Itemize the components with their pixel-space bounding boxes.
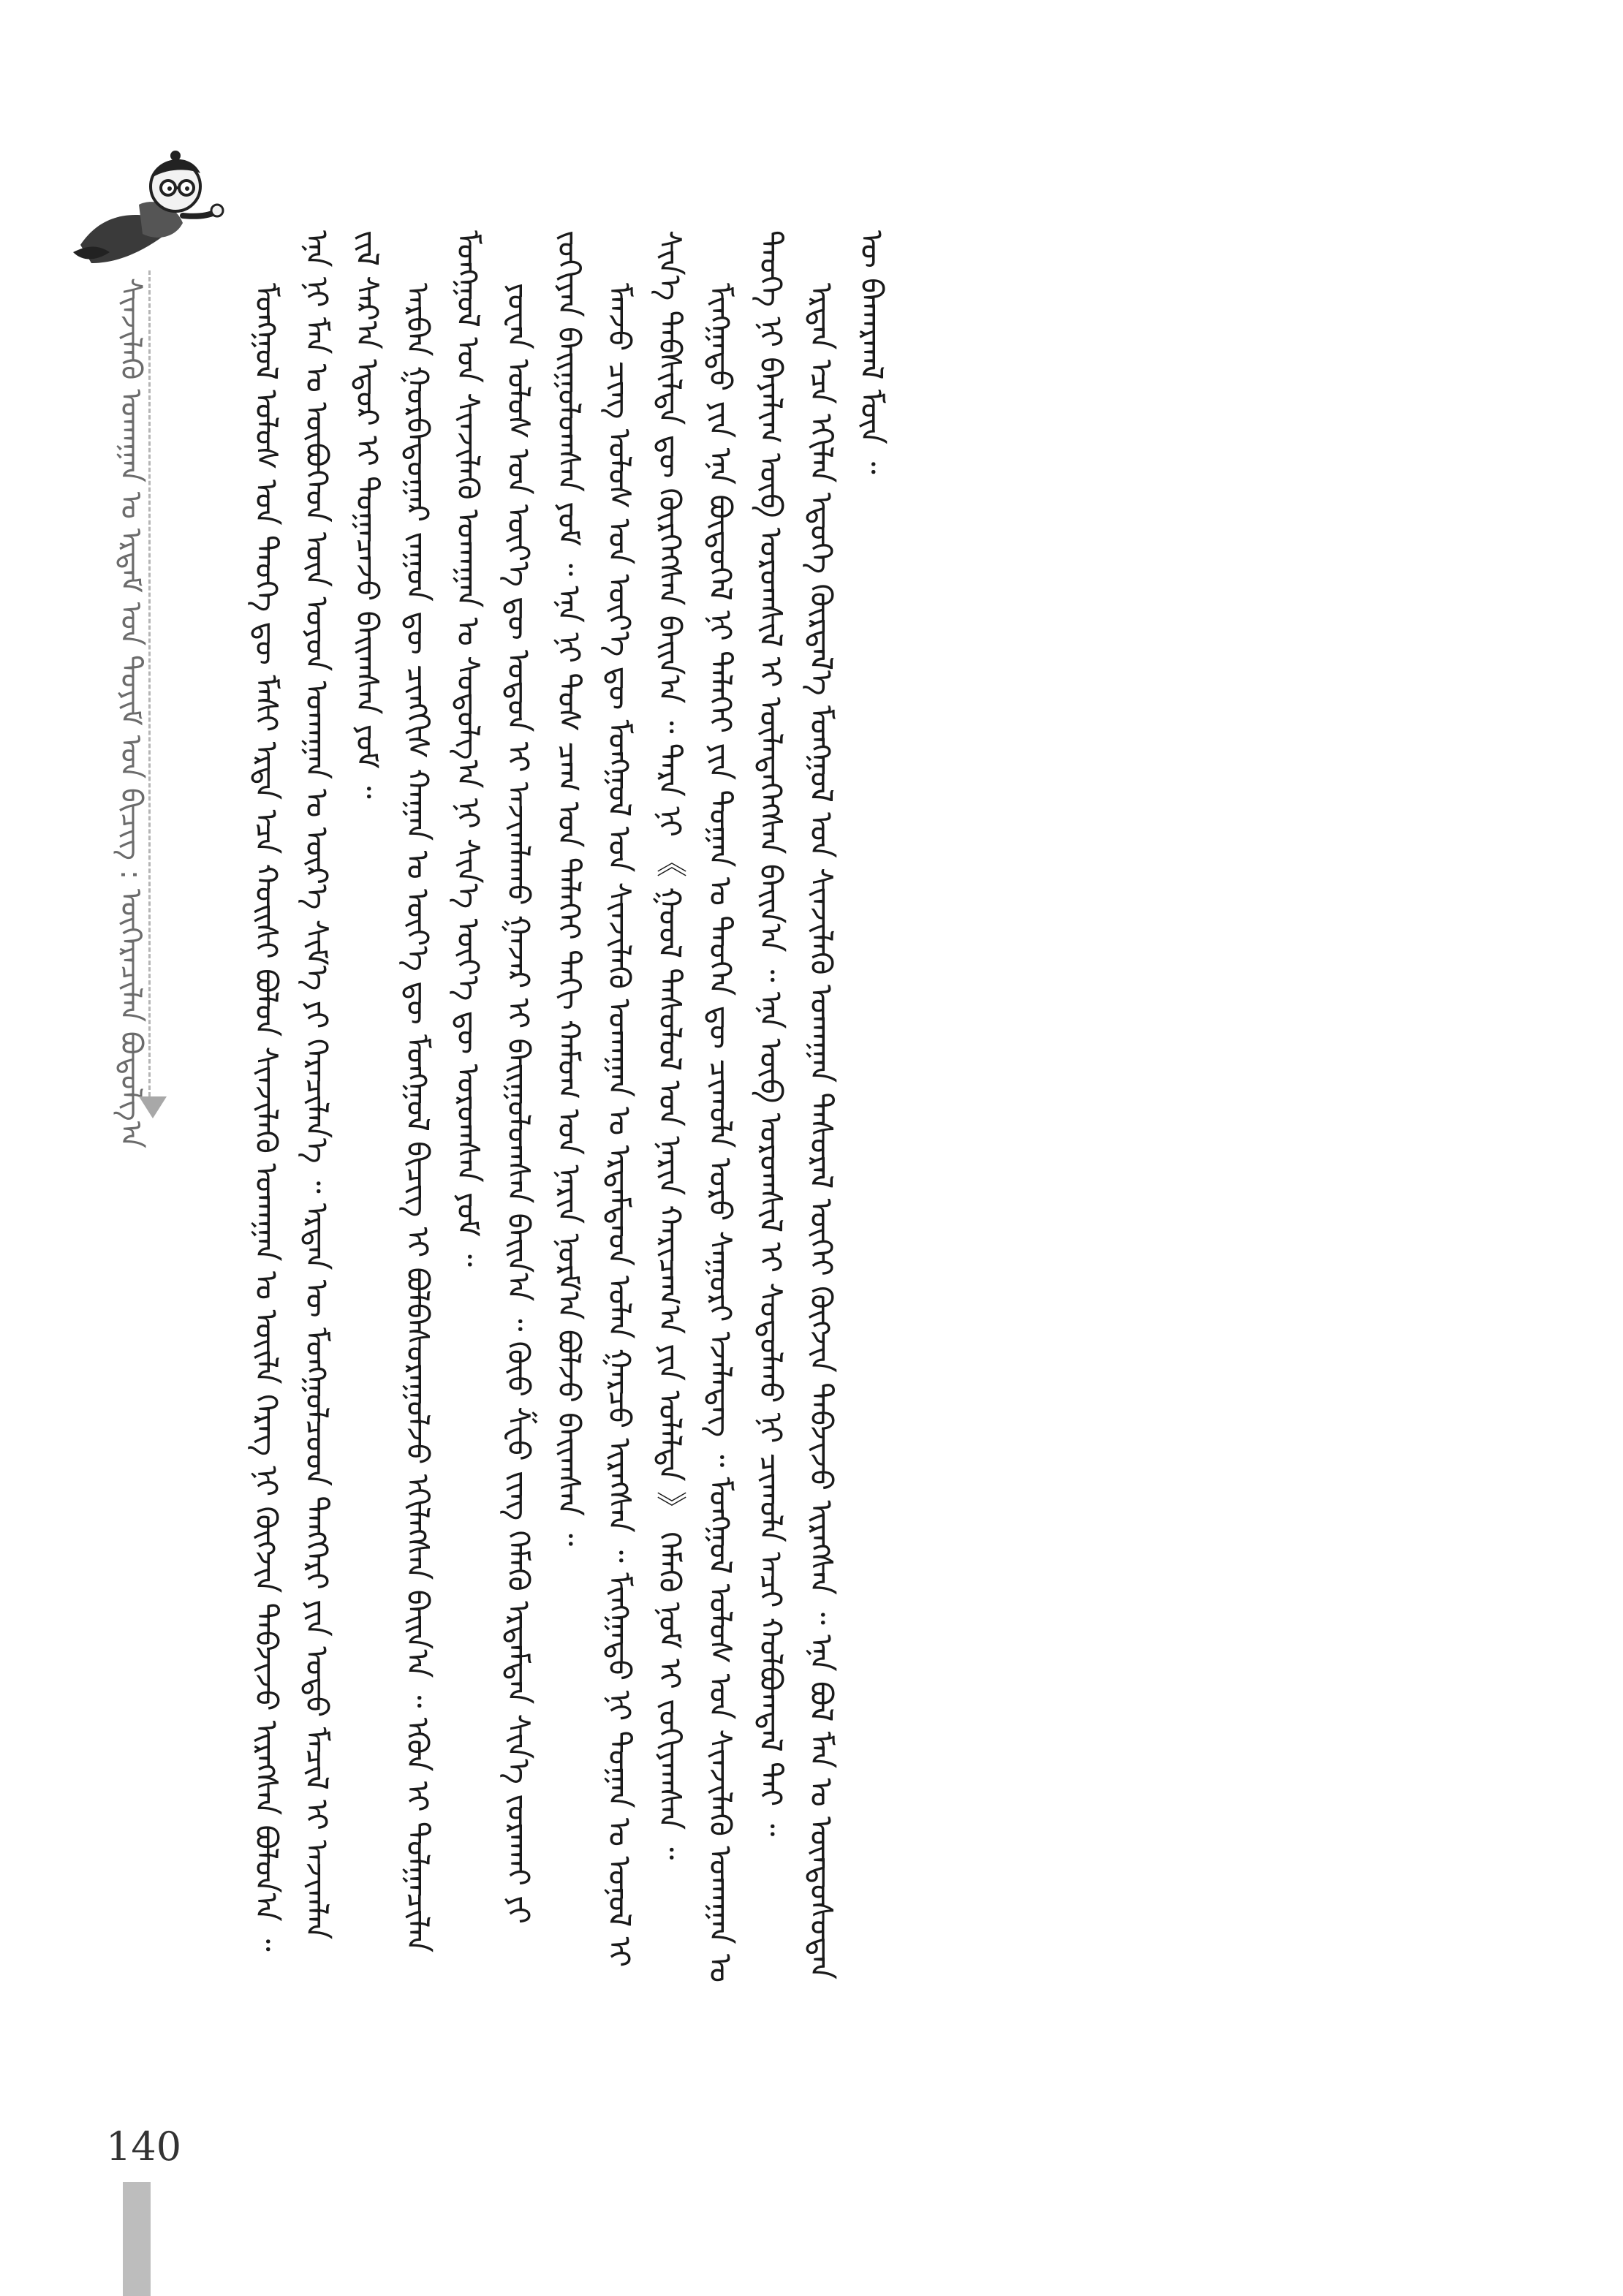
paragraph: ᠮᠣᠩᠭᠣᠯ ᠤᠯᠤᠰ ᠤᠨ ᠲᠡᠦᠬᠡ ᠳᠦ ᠮᠠᠰᠢ ᠡᠷᠲᠡ ᠡᠴᠡ ᠬᠣᠢᠰᠢ ᠪᠣᠯᠤᠨ ᠰᠢᠨᠵᠢᠯᠡᠬᠦ ᠤᠬᠠᠭᠠᠨ ᠤ ᠦᠢᠯᠡ ᠬᠡᠷᠡᠭ ᠨᠢ ᠬᠦᠭᠵᠢᠨ ᠳᠡᠪᠵᠢᠵᠦ ᠢᠷᠡᠭᠰᠡᠨ ᠪᠣᠯᠤᠨ᠎ᠠ ᠃ ᠡᠨᠡ ᠨᠢ ᠮᠠᠨ ᠤ ᠥᠪᠦᠭᠡᠳ ᠦᠨ ᠣᠶᠤᠨ ᠤᠬᠠᠭᠠᠨ ᠤ ᠦᠷ᠎ᠡ ᠰᠢᠮ᠎ᠡ ᠶᠢ ᠭᠡᠷᠡᠴᠢᠯᠡᠨ᠎ᠡ ᠃ ᠡᠷᠲᠡᠨ ᠦ ᠮᠣᠩᠭᠣᠯᠴᠤᠳ ᠲᠡᠩᠭᠡᠷᠢ ᠶᠢᠨ ᠣᠳᠣ ᠮᠡᠴᠢᠯ ᠢ ᠠᠵᠢᠭᠯᠠᠨ ᠵᠢᠯ ᠰᠠᠷ᠎ᠠ ᠡᠳᠦᠷ ᠢ ᠲᠣᠭᠠᠴᠠᠵᠤ ᠪᠠᠢᠭᠰᠠᠨ ᠶᠤᠮ ᠃ [249,230,385,1952]
paragraph: ᠮᠢᠩᠭᠠᠲᠤ ᠶᠢᠨ ᠡᠨᠡ ᠪᠦᠲᠦᠭᠡᠯ ᠨᠢ ᠳᠡᠯᠡᠬᠡᠢ ᠶᠢᠨ ᠲᠣᠭᠠᠨ ᠤ ᠲᠡᠦᠬᠡᠨ ᠳᠦ ᠴᠢᠬᠤᠯᠠ ᠣᠷᠣ ᠰᠠᠭᠤᠷᠢ ᠡᠵᠡᠯᠡᠳᠡᠭ ᠃ ᠮᠣᠩᠭᠣᠯ ᠤᠯᠤᠰ ᠤᠨ ᠰᠢᠨᠵᠢᠯᠡᠬᠦ ᠤᠬᠠᠭᠠᠨ ᠤ ᠲᠡᠦᠬᠡ ᠨᠢ ᠪᠠᠶᠠᠯᠢᠭ ᠦᠪ ᠣᠷᠤᠭᠰᠢᠯ ᠢ ᠦᠯᠡᠳᠡᠭᠡᠭᠰᠡᠨ ᠪᠠᠢᠨ᠎ᠠ ᠃ ᠡᠨᠡ ᠦᠪ ᠣᠷᠤᠭᠰᠢᠯ ᠢ ᠰᠤᠳᠤᠯᠬᠤ ᠨᠢ ᠴᠢᠬᠤᠯᠠ ᠠᠴᠢ ᠬᠣᠯᠪᠣᠭᠳᠠᠯ ᠲᠠᠢ ᠃ [703,230,789,1983]
page-edge-bar [123,2182,151,2296]
paragraph: ᠠᠷᠪᠠᠨ ᠭᠤᠷᠪᠠᠳᠤᠭᠠᠷ ᠵᠠᠭᠤᠨ ᠳᠦ ᠴᠢᠩᠭᠢᠰ ᠬᠠᠭᠠᠨ ᠤ ᠦᠶ᠎ᠡ ᠳᠦ ᠮᠣᠩᠭᠣᠯ ᠪᠢᠴᠢᠭ ᠢ ᠪᠣᠯᠪᠠᠰᠤᠷᠠᠭᠤᠯᠵᠤ ᠡᠬᠢᠯᠡᠭᠰᠡᠨ ᠪᠠᠢᠨ᠎ᠠ ᠃ ᠡᠭᠦᠨ ᠢ ᠲᠤᠯᠭᠠᠴᠢᠯᠠᠨ ᠮᠣᠩᠭᠣᠯ ᠤᠨ ᠰᠢᠨᠵᠢᠯᠡᠬᠦ ᠤᠬᠠᠭᠠᠨ ᠤ ᠰᠤᠳᠤᠯᠭ᠎ᠠ ᠨᠢ ᠰᠢᠨ᠎ᠡ ᠦᠶ᠎ᠡ ᠳᠦ ᠣᠷᠣᠭᠰᠠᠨ ᠶᠤᠮ ᠃ [400,230,486,1953]
running-header: ᠰᠢᠨᠵᠢᠯᠡᠬᠦ ᠤᠬᠠᠭᠠᠨ ᠤ ᠡᠷᠳᠡᠮ ᠤᠨ ᠲᠤᠶᠢᠮ ᠤᠨ ᠪᠢᠴᠢᠭ᠌ : ᠥᠭᠡᠷᠡᠴᠢᠯᠡᠨ ᠪᠣᠳᠣᠯᠭ᠎ᠠ [114,278,148,1148]
header-triangle-marker-icon [139,1096,167,1118]
paragraph: ᠮᠠᠨᠵᠤ ᠴᠢᠩ ᠤᠯᠤᠰ ᠤᠨ ᠦᠶ᠎ᠡ ᠳᠦ ᠮᠣᠩᠭᠣᠯ ᠤᠨ ᠰᠢᠨᠵᠢᠯᠡᠬᠦ ᠤᠬᠠᠭᠠᠨ ᠤ ᠡᠷᠳᠡᠮᠲᠡᠳ ᠣᠯᠠᠨ ᠭᠠᠷᠴᠤ ᠢᠷᠡᠭᠰᠡᠨ ᠃ ᠮᠢᠩᠭᠠᠲᠤ ᠨᠢ ᠲᠣᠭᠠᠨ ᠤ ᠣᠨᠣᠯ ᠢ ᠰᠢᠨ᠎ᠡ ᠳᠡᠪᠰᠢᠯᠲᠡ ᠳᠦ ᠬᠦᠷᠭᠡᠭᠰᠡᠨ ᠪᠠᠢᠨ᠎ᠠ ᠃ ᠲᠡᠷᠡ ᠨᠢ 《 ᠭᠣᠣᠯ ᠲᠠᠰᠤᠯᠤᠯ ᠤᠨ ᠨᠠᠷᠢᠨ ᠬᠠᠷᠢᠴᠠᠭ᠎ᠠ ᠶᠢᠨ ᠣᠯᠠᠯᠲᠠ 》 ᠬᠡᠮᠡᠬᠦ ᠨᠣᠮ ᠢ ᠵᠣᠬᠢᠶᠠᠭᠰᠠᠨ ᠃ [602,230,688,1968]
page-number: 140 [106,2123,182,2170]
paragraph: ᠡᠷᠲᠡᠨ ᠡᠴᠡ ᠡᠬᠢᠯᠡᠨ ᠡᠳᠦᠭᠡ ᠬᠦᠷᠲᠡᠯ᠎ᠡ ᠮᠣᠩᠭᠣᠯ ᠤᠨ ᠰᠢᠨᠵᠢᠯᠡᠬᠦ ᠤᠬᠠᠭᠠᠨ ᠲᠠᠰᠤᠷᠠᠯ ᠦᠭᠡᠢ ᠬᠥᠭᠵᠢᠨ ᠳᠡᠪᠵᠢᠵᠦ ᠢᠷᠡᠭᠰᠡᠨ ᠃ ᠡᠨᠡ ᠪᠣᠯ ᠮᠠᠨ ᠤ ᠦᠨᠳᠦᠰᠦᠲᠡᠨ ᠦ ᠪᠠᠬᠠᠷᠬᠠᠯ ᠮᠥᠨ ᠃ [803,230,890,1979]
body-text [241,230,1462,1985]
paragraph: ᠶᠤᠸᠠᠨ ᠤᠯᠤᠰ ᠤᠨ ᠦᠶ᠎ᠡ ᠳᠦ ᠣᠳᠣᠨ ᠢ ᠠᠵᠢᠭᠯᠠᠬᠤ ᠭᠠᠵᠠᠷ ᠢ ᠪᠠᠢᠭᠤᠯᠤᠭᠰᠠᠨ ᠪᠠᠢᠨ᠎ᠠ ᠃ ᠭᠦᠣ ᠱᠧᠦ ᠵᠢᠩ ᠬᠡᠮᠡᠬᠦ ᠡᠷᠳᠡᠮᠲᠡᠨ ᠰᠢᠨ᠎ᠡ ᠵᠤᠷᠠᠬᠠᠢ ᠶᠢ ᠵᠣᠬᠢᠶᠠᠨ ᠪᠠᠢᠭᠤᠯᠤᠭᠰᠠᠨ ᠶᠤᠮ ᠃ ᠡᠨᠡ ᠨᠢ ᠲᠤᠰ ᠴᠠᠭ ᠤᠨ ᠳᠡᠯᠡᠬᠡᠢ ᠳᠡᠬᠢ ᠬᠠᠮᠤᠭ ᠤᠨ ᠨᠠᠷᠢᠨ ᠨᠣᠷᠮ᠎ᠠ ᠪᠣᠯᠵᠤ ᠪᠠᠢᠭᠰᠠᠨ ᠃ [501,230,587,1925]
mascot-boy-flying-icon [66,135,227,281]
header-dashed-rule [148,270,151,1096]
